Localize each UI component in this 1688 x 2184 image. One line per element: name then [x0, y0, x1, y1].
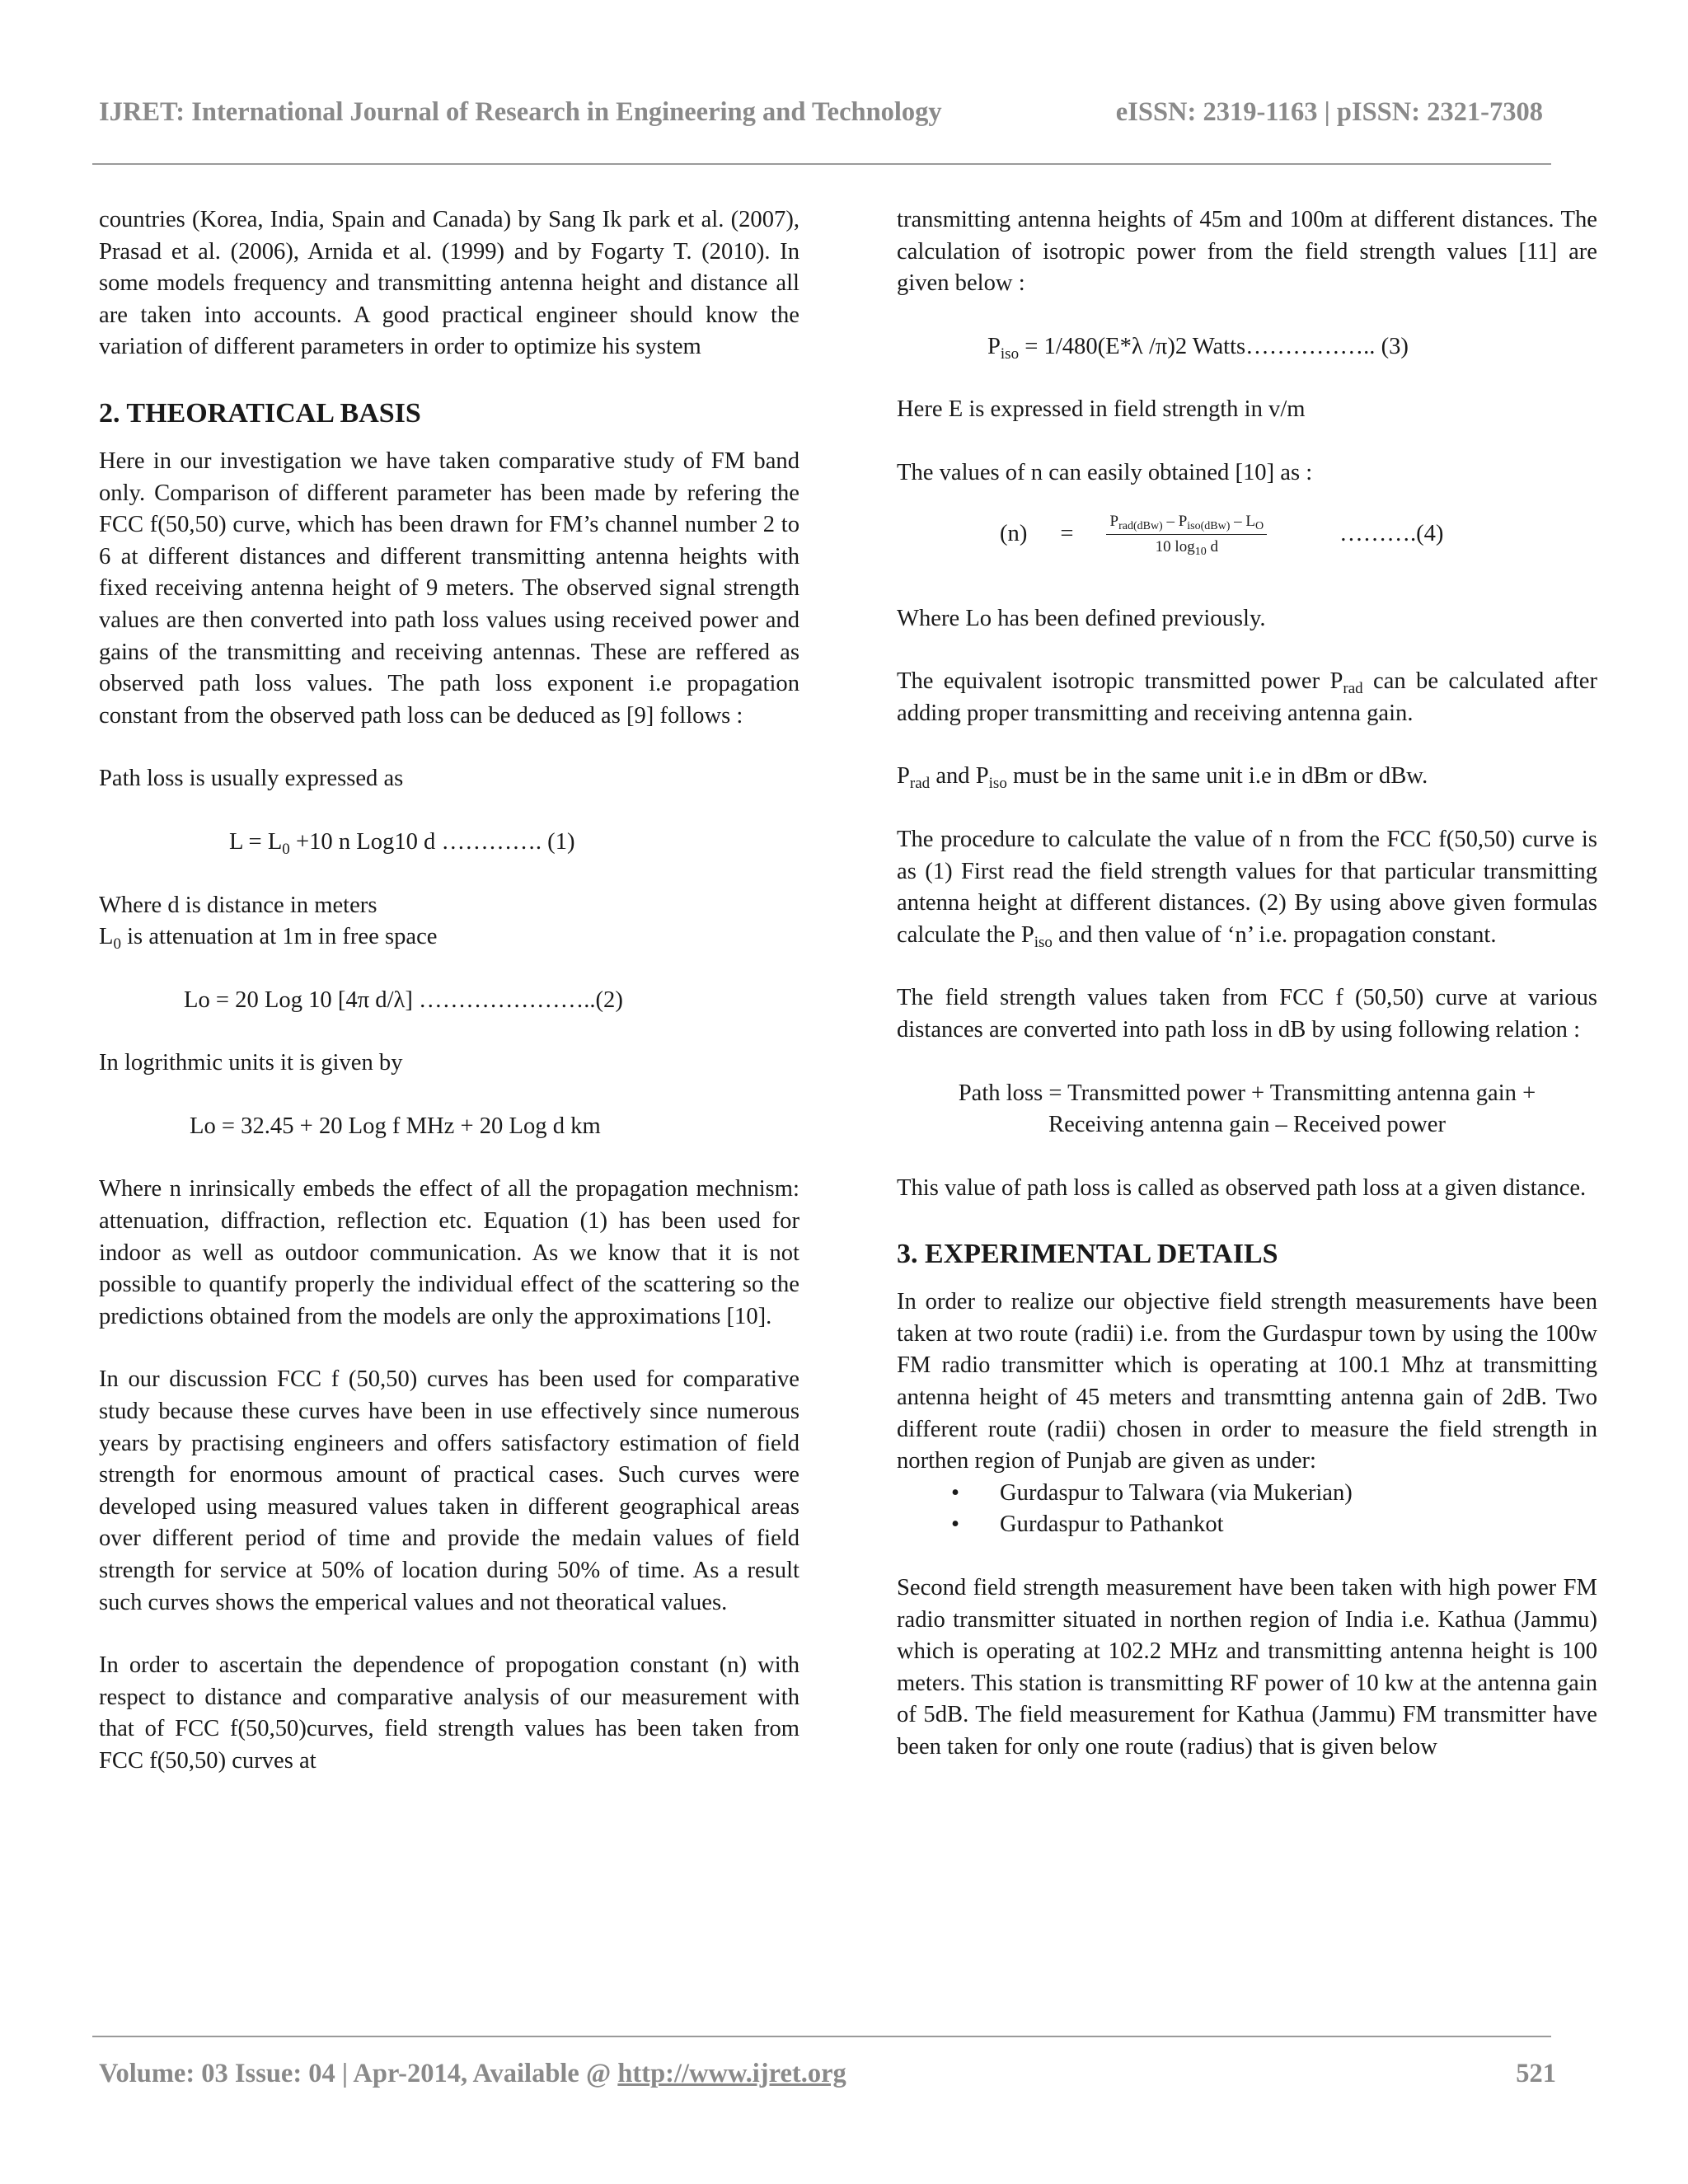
eirp-paragraph: The equivalent isotropic transmitted power $P_{rad}$ can be calculated after adding proper transmitting and receiving antenna gain. — [897, 668, 1597, 726]
equation-3: $P_{iso} = 1/480(E*\lambda$ /π)2 Watts…………….. (3) — [987, 333, 1409, 363]
field-unit-note: Here E is expressed in field strength in v/m — [897, 396, 1306, 423]
left-column — [99, 204, 799, 1809]
where-n-paragraph: Where n inrinsically embeds the effect of all the propagation mechnism: attenuation, diffraction, reflection etc. Equation (1) has been used for indoor as well as outdoor communication. As we know that it is not possible to quantify properly the individual effect of the scattering so the predictions obtained from the models are only the approximations [10]. — [99, 1176, 799, 1329]
journal-title: IJRET: International Journal of Research in Engineering and Technology — [99, 97, 942, 127]
header-rule — [92, 163, 1551, 165]
issn-info: eISSN: 2319-1163 | pISSN: 2321-7308 — [1115, 97, 1543, 127]
equation-1: $L = L_0 +10$ n Log10 d …………. (1) — [229, 828, 575, 858]
eq4-denominator: 10 $\log_{10} d$ — [1155, 538, 1218, 559]
running-header — [92, 97, 1543, 138]
pathloss-relation-line2: Receiving antenna gain – Received power — [1048, 1112, 1446, 1138]
units-paragraph: $P_{rad}$ and $P_{iso}$ must be in the same unit i.e in dBm or dBw. — [897, 763, 1428, 793]
equation-2: Lo = 20 Log 10 [4π d/λ] …………………..(2) — [184, 987, 623, 1013]
distance-definition: Where d is distance in meters — [99, 892, 377, 918]
eq4-numerator: $P_{rad(dBw)} - P_{iso(dBw)} - L_O$ — [1106, 511, 1267, 535]
list-item: • Gurdaspur to Talwara (via Mukerian) — [1000, 1478, 1597, 1510]
ascertain-paragraph: In order to ascertain the dependence of propogation constant (n) with respect to distance and comparative analysis of our measurement with that of FCC f(50,50)curves, field strength values has been taken from FCC f(50,50) curves at — [99, 1652, 799, 1774]
issue-info: Volume: 03 Issue: 04 | Apr-2014, Available @ — [99, 2059, 618, 2088]
n-values-intro: The values of n can easily obtained [10] as : — [897, 459, 1313, 485]
equation-log: Lo = 32.45 + 20 Log f MHz + 20 Log d km — [190, 1113, 601, 1139]
footer-rule — [92, 2036, 1551, 2037]
section-heading-experimental: 3. EXPERIMENTAL DETAILS — [897, 1239, 1278, 1270]
second-measurement-paragraph: Second field strength measurement have been taken with high power FM radio transmitter situated in northen region of India i.e. Kathua (Jammu) which is operating at 102.2 MHz and transmitting antenna height is 100 meters. This station is transmitting RF power of 10 kw at the antenna gain of 5dB. The field measurement for Kathua (Jammu) FM transmitter have been taken for only one route (radius) that is given below — [897, 1575, 1597, 1760]
eq4-tag: ……….(4) — [1339, 521, 1444, 547]
right-column — [897, 204, 1597, 1795]
intro-paragraph: countries (Korea, India, Spain and Canada) by Sang Ik park et al. (2007), Prasad et al. (2006), Arnida et al. (1999) and by Fogarty T. (2010). In some models frequency and transmitting antenna height and distance all are taken into accounts. A good practical engineer should know the variation of different parameters in order to optimize his system — [99, 207, 799, 360]
pathloss-relation — [897, 1078, 1597, 1141]
eq4-fraction — [1106, 511, 1267, 558]
continuation-paragraph: transmitting antenna heights of 45m and 100m at different distances. The calculation of isotropic power from the field strength values [11] are given below : — [897, 207, 1597, 297]
equation-4 — [897, 498, 1597, 572]
eq4-equals: = — [1060, 521, 1074, 547]
l0-definition: $L_0$ is attenuation at 1m in free space — [99, 924, 438, 954]
journal-link[interactable]: http://www.ijret.org — [617, 2059, 846, 2088]
route-list — [897, 1478, 1597, 1541]
observed-paragraph: This value of path loss is called as observed path loss at a given distance. — [897, 1174, 1587, 1201]
pathloss-relation-line1: Path loss = Transmitted power + Transmitting antenna gain + — [958, 1080, 1536, 1106]
running-footer — [99, 2059, 1556, 2089]
page-number: 521 — [1516, 2059, 1556, 2088]
log-units-intro: In logrithmic units it is given by — [99, 1050, 403, 1076]
experimental-paragraph: In order to realize our objective field strength measurements have been taken at two route (radii) i.e. from the Gurdaspur town by using the 100w FM radio transmitter which is operating at 100.1 Mhz at transmitting antenna height of 45 meters and transmtting antenna gain of 2dB. Two different route (radii) chosen in order to measure the field strength in northen region of Punjab are given as under: — [897, 1289, 1597, 1474]
list-item: • Gurdaspur to Pathankot — [1000, 1509, 1597, 1541]
lo-note: Where Lo has been defined previously. — [897, 605, 1266, 631]
procedure-paragraph: The procedure to calculate the value of n from the FCC f(50,50) curve is as (1) First read the field strength values for that particular transmitting antenna height at different distances. (2) By using above given formulas calculate the $P_{iso}$ and then value of ‘n’ i.e. propagation constant. — [897, 826, 1597, 951]
fcc-paragraph: In our discussion FCC f (50,50) curves has been used for comparative study because these curves have been in use effectively since numerous years by practising engineers and offers satisfactory estimation of field strength for enormous amount of practical cases. Such curves were developed using measured values taken in different geographical areas over different period of time and provide the medain values of field strength for service at 50% of location during 50% of time. As a result such curves shows the emperical values and not theoratical values. — [99, 1366, 799, 1615]
pathloss-intro: Path loss is usually expressed as — [99, 766, 404, 792]
theory-paragraph: Here in our investigation we have taken comparative study of FM band only. Comparison of different parameter has been made by refering the FCC f(50,50) curve, which has been drawn for FM’s channel number 2 to 6 at different distances and different transmitting antenna heights with fixed receiving antenna height of 9 meters. The observed signal strength values are then converted into path loss values using received power and gains of the transmitting and receiving antennas. These are reffered as observed path loss values. The path loss exponent i.e propagation constant from the observed path loss can be deduced as [9] follows : — [99, 448, 799, 729]
section-heading-theory: 2. THEORATICAL BASIS — [99, 397, 421, 429]
eq4-lhs: (n) — [1000, 521, 1028, 547]
field-strength-paragraph: The field strength values taken from FCC f (50,50) curve at various distances are converted into path loss in dB by using following relation : — [897, 985, 1597, 1043]
